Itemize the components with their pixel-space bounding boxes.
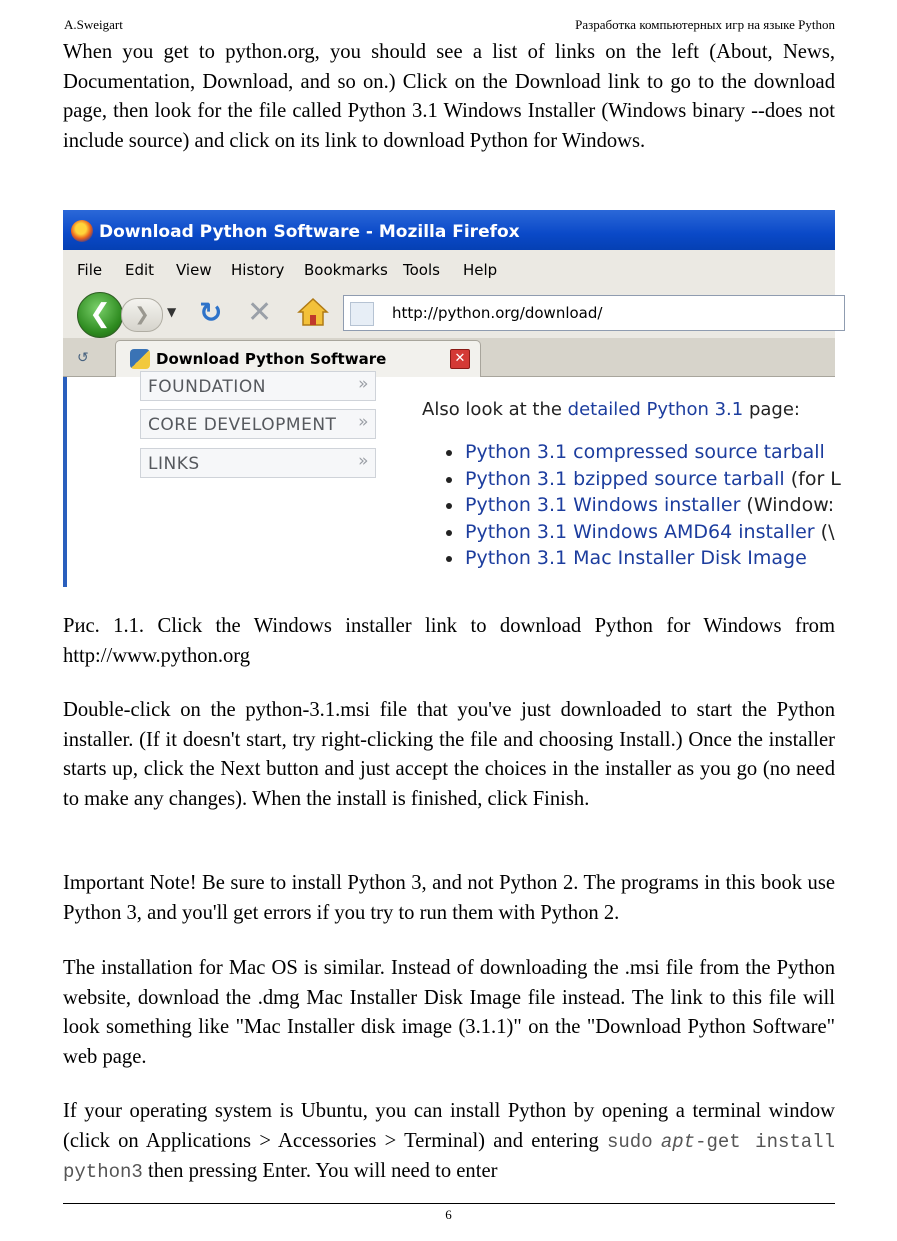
list-item: [443, 519, 841, 546]
menu-bar: [63, 250, 835, 289]
page-number: 6: [445, 1207, 452, 1222]
list-item: [443, 466, 841, 493]
page-content: [63, 374, 841, 587]
also-prefix: Also look at the: [422, 399, 568, 420]
stop-icon[interactable]: ✕: [247, 295, 273, 330]
nav-links-label: LINKS: [148, 454, 200, 474]
paragraph-mac-install: The installation for Mac OS is similar. Instead of downloading the .msi file from the Python website, download the .dmg Mac Installer Disk Image file instead. The link to this file will look something like "Mac Installer disk image (3.1.1)" on the "Download Python Software" web page.: [63, 957, 835, 1069]
close-tab-icon[interactable]: ✕: [450, 349, 470, 369]
nav-links[interactable]: [140, 448, 376, 478]
window-titlebar: [63, 210, 835, 250]
download-note: (Window:: [740, 494, 835, 516]
code-get-install: -get install python3: [63, 1130, 835, 1184]
reload-icon[interactable]: ↻: [199, 296, 223, 329]
double-chevron-icon: »: [358, 374, 369, 394]
download-link[interactable]: Python 3.1 compressed source tarball: [465, 441, 825, 463]
list-item: [443, 545, 841, 572]
firefox-screenshot-figure: [63, 210, 841, 587]
list-item: [443, 439, 841, 466]
nav-core-development[interactable]: [140, 409, 376, 439]
paragraph-important-note: Important Note! Be sure to install Python 3, and not Python 2. The programs in this book use Python 3, and you'll get errors if you try to run them with Python 2.: [63, 872, 835, 924]
code-sudo: sudo: [606, 1130, 653, 1153]
detailed-python-link[interactable]: detailed Python 3.1: [567, 399, 744, 420]
double-chevron-icon: »: [358, 412, 369, 432]
python-tab-icon: [130, 349, 150, 369]
site-favicon-icon: [350, 302, 374, 326]
menu-edit[interactable]: Edit: [125, 261, 155, 279]
window-title: Download Python Software - Mozilla Firefox: [99, 222, 520, 242]
menu-file[interactable]: File: [77, 261, 103, 279]
running-header-title: Разработка компьютерных игр на языке Python: [575, 17, 835, 32]
download-link[interactable]: Python 3.1 Windows AMD64 installer: [465, 520, 815, 543]
menu-history[interactable]: History: [231, 261, 285, 279]
menu-view[interactable]: View: [176, 261, 212, 279]
running-header-author: A.Sweigart: [64, 17, 123, 32]
download-note: (\: [814, 520, 835, 543]
download-note: (for L: [784, 467, 841, 490]
list-item: [443, 492, 841, 519]
menu-help[interactable]: Help: [463, 261, 498, 279]
download-link[interactable]: Python 3.1 bzipped source tarball: [465, 467, 785, 490]
window-border: [63, 377, 67, 587]
tab-title: Download Python Software: [156, 350, 387, 368]
footer-rule: [63, 1203, 835, 1204]
back-arrow-icon[interactable]: ❮: [77, 292, 123, 338]
ubuntu-text-before: If your operating system is Ubuntu, you can install Python by opening a terminal window (click on Applications > Accessories > Terminal) and entering: [63, 1100, 835, 1152]
forward-arrow-icon[interactable]: ❯: [121, 298, 163, 332]
paragraph-run-installer: Double-click on the python-3.1.msi file that you've just downloaded to start the Python installer. (If it doesn't start, try right-clicking the file and choosing Install.) Once the installer starts up, click the Next button and just accept the choices in the installer as you go (no need to make any changes). When the install is finished, click Finish.: [63, 699, 835, 811]
ubuntu-text-after: then pressing Enter. You will need to enter: [142, 1160, 498, 1183]
download-links-list: [443, 439, 841, 572]
double-chevron-icon: »: [358, 451, 369, 471]
address-url: http://python.org/download/: [392, 304, 603, 322]
paragraph-ubuntu-install: [63, 1097, 835, 1188]
download-link[interactable]: Python 3.1 Mac Installer Disk Image: [465, 547, 807, 569]
history-dropdown-icon[interactable]: ▼: [167, 305, 177, 319]
figure-caption: Рис. 1.1. Click the Windows installer link to download Python for Windows from http://www.python.org: [63, 615, 835, 667]
navigation-toolbar: [63, 288, 835, 338]
menu-tools[interactable]: Tools: [403, 261, 440, 279]
home-icon[interactable]: [297, 297, 329, 327]
nav-foundation-label: FOUNDATION: [148, 377, 266, 397]
paragraph-download-instructions: When you get to python.org, you should see a list of links on the left (About, News, Documentation, Download, and so on.) Click on the Download link to go to the download page, then look for the file called Python 3.1 Windows Installer (Windows binary --does not include source) and click on its link to download Python for Windows.: [63, 41, 835, 153]
code-apt: apt: [660, 1130, 696, 1153]
download-link[interactable]: Python 3.1 Windows installer: [465, 494, 741, 516]
menu-bookmarks[interactable]: Bookmarks: [304, 261, 388, 279]
address-bar[interactable]: [343, 295, 845, 331]
tab-list-icon[interactable]: ↺: [77, 350, 89, 366]
also-suffix: page:: [743, 399, 800, 420]
nav-core-development-label: CORE DEVELOPMENT: [148, 415, 337, 435]
firefox-logo-icon: [71, 220, 93, 242]
nav-foundation[interactable]: [140, 371, 376, 401]
also-look-text: [422, 399, 800, 420]
